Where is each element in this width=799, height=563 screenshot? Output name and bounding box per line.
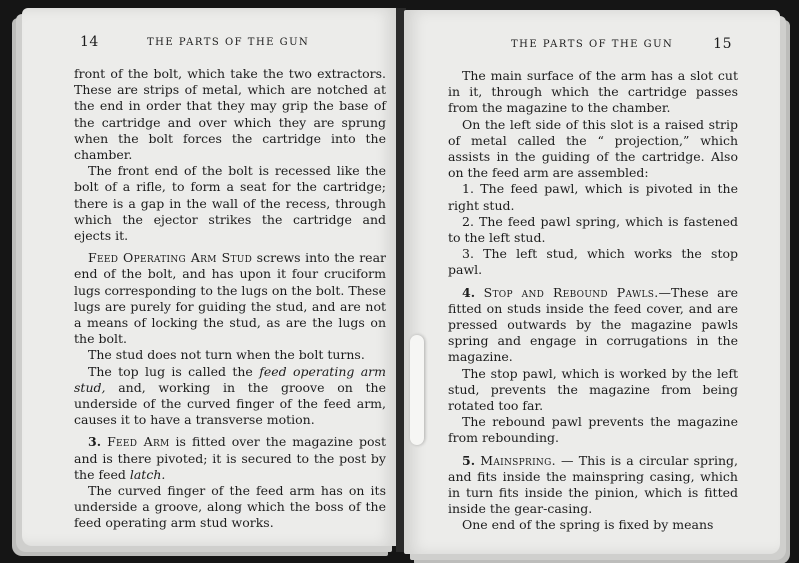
right-page-number: 15 (713, 36, 732, 52)
left-paragraph-5-italic: feed operating arm stud, (74, 363, 387, 395)
right-paragraph-8: The rebound pawl prevents the magazine from rebounding. (448, 414, 738, 446)
right-paragraph-9 (448, 453, 738, 518)
mainspring-number: 5. (462, 452, 476, 468)
feed-operating-arm-stud-heading: Feed Operating Arm Stud (88, 250, 253, 266)
right-page (404, 10, 780, 554)
mainspring-heading: Mainspring. (480, 452, 556, 468)
paper-fold-tab (410, 335, 424, 445)
right-paragraph-6-text: —These are fitted on studs inside the feed cover, and are pressed outwards by the magazine pawls spring and engage in corrugations in the magazine. (448, 284, 738, 365)
right-running-head: THE PARTS OF THE GUN (511, 39, 674, 50)
right-page-header (404, 36, 780, 56)
right-paragraph-3: 1. The feed pawl, which is pivoted in the right stud. (448, 181, 738, 213)
right-paragraph-1: The main surface of the arm has a slot cut in it, through which the cartridge passes from the magazine to the chamber. (448, 68, 738, 116)
right-page-body (448, 68, 738, 534)
left-paragraph-3 (74, 250, 386, 347)
left-paragraph-5-text-b: and, working in the groove on the underside of the curved finger of the feed arm, causes it to have a transverse motion. (74, 379, 386, 428)
stop-rebound-heading: Stop and Rebound Pawls. (483, 284, 659, 300)
left-page-number: 14 (80, 34, 99, 50)
left-paragraph-5 (74, 364, 386, 429)
right-paragraph-5: 3. The left stud, which works the stop pawl. (448, 246, 738, 278)
left-page (22, 8, 398, 546)
left-running-head: THE PARTS OF THE GUN (147, 37, 310, 48)
left-paragraph-4: The stud does not turn when the bolt turns. (88, 347, 365, 363)
left-paragraph-7: The curved finger of the feed arm has on its underside a groove, along which the boss of the feed operating arm stud works. (74, 483, 386, 531)
stop-rebound-number: 4. (462, 284, 476, 300)
left-paragraph-5-text-a: The top lug is called the (88, 363, 260, 379)
left-paragraph-1: front of the bolt, which take the two extractors. These are strips of metal, which are notched at the end in order that they may grip the base of the cartridge and over which they are sprung when the bolt forces the cartridge into the chamber. (74, 66, 386, 163)
left-paragraph-3-text: screws into the rear end of the bolt, and has upon it four cruciform lugs corresponding to the lugs on the bolt. These lugs are purely for guiding the stud, and are not a means of locking the stud, as are the lugs on the bolt. (74, 250, 386, 347)
right-paragraph-4: 2. The feed pawl spring, which is fastened to the left stud. (448, 213, 738, 246)
feed-arm-heading: Feed Arm (107, 434, 170, 450)
left-paragraph-6-text: is fitted over the magazine post and is there pivoted; it is secured to the post by the feed (74, 434, 386, 482)
left-paragraph-6 (74, 434, 386, 483)
right-paragraph-2: On the left side of this slot is a raised strip of metal called the “ projection,” which assists in the guiding of the cartridge. Also on the feed arm are assembled: (448, 116, 738, 181)
right-paragraph-6 (448, 285, 738, 366)
left-page-body (74, 66, 386, 532)
left-paragraph-6-italic: latch. (129, 466, 166, 482)
right-paragraph-9-text: — This is a circular spring, and fits inside the mainspring casing, which in turn fits inside the pinion, which is fitted inside the gear-casing. (448, 452, 738, 517)
left-page-header (22, 34, 398, 54)
right-paragraph-10: One end of the spring is fixed by means (462, 517, 714, 533)
feed-arm-number: 3. (88, 434, 102, 450)
right-paragraph-7: The stop pawl, which is worked by the left stud, prevents the magazine from being rotated too far. (448, 365, 738, 414)
left-paragraph-2: The front end of the bolt is recessed like the bolt of a rifle, to form a seat for the cartridge; there is a gap in the wall of the recess, through which the ejector strikes the cartridge and ejects it. (74, 163, 386, 244)
